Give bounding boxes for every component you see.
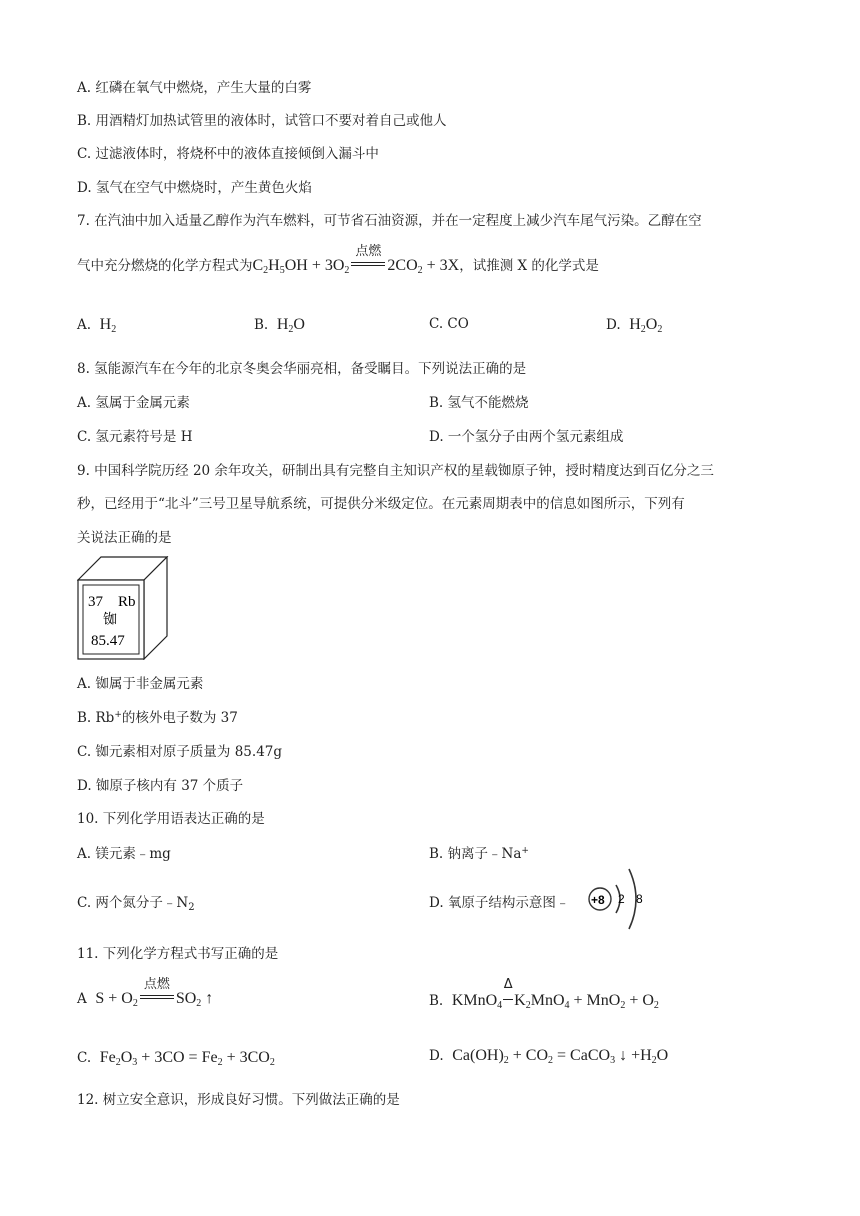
q6-option-d: D. 氢气在空气中燃烧时，产生黄色火焰 <box>77 180 312 196</box>
q9-option-c: C. 铷元素相对原子质量为 85.47g <box>77 744 283 760</box>
q6-option-c: C. 过滤液体时，将烧杯中的液体直接倾倒入漏斗中 <box>77 146 379 162</box>
q7-option-b: B. $H_2O$ <box>254 316 305 335</box>
q6-option-a: A. 红磷在氧气中燃烧，产生大量的白雾 <box>77 80 312 96</box>
q9-option-d: D. 铷原子核内有 37 个质子 <box>77 778 244 794</box>
q8-stem: 8. 氢能源汽车在今年的北京冬奥会华丽亮相，备受瞩目。下列说法正确的是 <box>77 361 527 377</box>
q9-option-b: B. Rb+的核外电子数为 37 <box>77 710 238 726</box>
q11-option-b: B. KMnO$_4$ Δ $K_2MnO_4 + MnO_2 + O_2$ <box>429 977 659 1011</box>
cell-symbol: Rb <box>118 594 136 610</box>
q11-a-condition: 点燃 <box>143 977 170 992</box>
q10-option-c: C. 两个氮分子$﹣N_2$ <box>77 895 195 913</box>
q8-option-b: B. 氢气不能燃烧 <box>429 395 529 411</box>
q11-stem: 11. 下列化学方程式书写正确的是 <box>77 946 279 962</box>
q8-option-a: A. 氢属于金属元素 <box>77 395 190 411</box>
q10-option-d: D. 氧原子结构示意图﹣ <box>429 895 570 911</box>
q9-stem-line1: 9. 中国科学院历经 20 余年攻关，研制出具有完整自主知识产权的星载铷原子钟，授时精度达到百亿分之三 <box>77 463 714 479</box>
q12-stem: 12. 树立安全意识，形成良好习惯。下列做法正确的是 <box>77 1092 400 1108</box>
q7-equation: $C_2H_5OH + 3O_2$ 点燃 $2CO_2 + 3X$ <box>253 257 460 274</box>
q7-stem-line2 <box>77 244 599 276</box>
q11-option-a: A $S + O_2$ 点燃 $SO_2$ ↑ <box>77 990 213 1008</box>
q9-option-a: A. 铷属于非金属元素 <box>77 676 204 692</box>
q11-option-c: C. $Fe_2O_3 + 3CO = Fe_2 + 3CO_2$ <box>77 1049 275 1068</box>
shell2-electrons: 8 <box>636 892 643 906</box>
q7-stem-tail: ，试推测 X 的化学式是 <box>459 258 599 274</box>
q7-stem-text: 气中充分燃烧的化学方程式为 <box>77 258 253 274</box>
q7-option-c: C. CO <box>429 316 469 332</box>
q11-option-d: D. $Ca(OH)_2 + CO_2$ = CaCO$_3$ ↓ $+H_2O$ <box>429 1047 669 1066</box>
oxygen-atom-structure-diagram <box>586 863 650 935</box>
q6-option-b: B. 用酒精灯加热试管里的液体时，试管口不要对着自己或他人 <box>77 113 447 129</box>
q10-option-b: B. 钠离子﹣Na+ <box>429 846 529 862</box>
q8-option-c: C. 氢元素符号是 H <box>77 429 193 445</box>
rubidium-element-cell <box>77 556 169 660</box>
q10-stem: 10. 下列化学用语表达正确的是 <box>77 811 265 827</box>
q7-stem-line1: 7. 在汽油中加入适量乙醇作为汽车燃料，可节省石油资源，并在一定程度上减少汽车尾气污染。乙醇在空 <box>77 213 702 229</box>
q10-option-a: A. 镁元素﹣mg <box>77 846 171 862</box>
q11-b-condition: Δ <box>503 977 513 992</box>
q7-option-d: D. $H_2O_2$ <box>606 316 663 335</box>
cell-mass: 85.47 <box>91 633 125 649</box>
q7-condition: 点燃 <box>355 244 382 259</box>
q9-stem-line3: 关说法正确的是 <box>77 530 172 546</box>
q9-stem-line2: 秒，已经用于“北斗”三号卫星导航系统，可提供分米级定位。在元素周期表中的信息如图所示，下列有 <box>77 496 685 512</box>
q7-option-a: A. $H_2$ <box>77 316 117 335</box>
q8-option-d: D. 一个氢分子由两个氢元素组成 <box>429 429 624 445</box>
cell-atomic-number: 37 <box>88 594 103 610</box>
nucleus-charge: +8 <box>591 893 605 907</box>
cell-name: 铷 <box>103 612 117 628</box>
shell1-electrons: 2 <box>618 892 625 906</box>
